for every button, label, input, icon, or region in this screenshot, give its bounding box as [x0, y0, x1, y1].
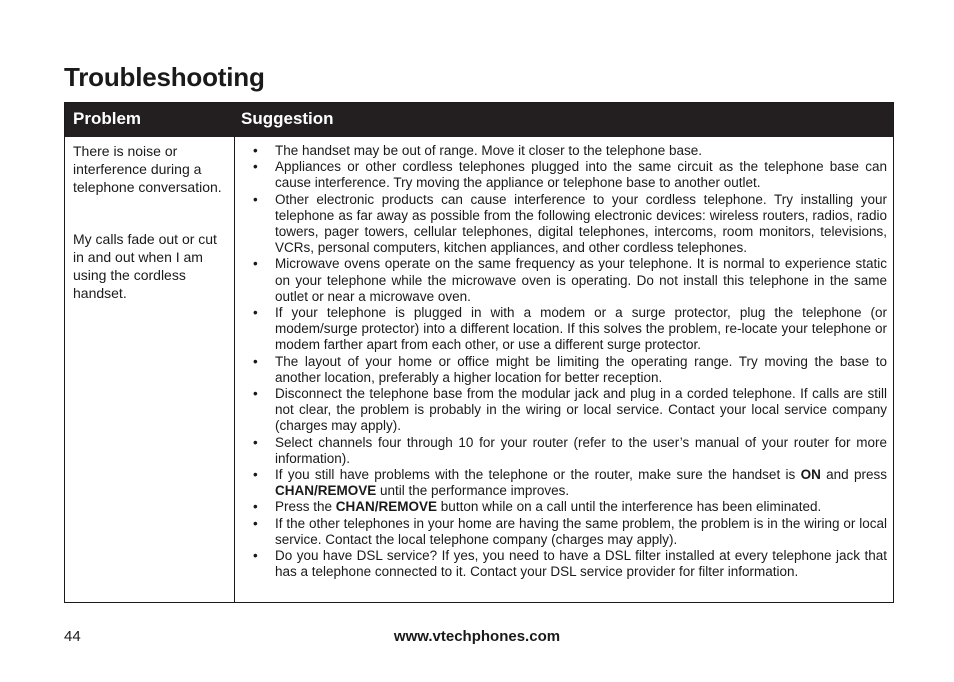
- suggestion-item: [253, 386, 887, 435]
- suggestion-text: Select channels four through 10 for your router (refer to the user’s manual of your router for more information).: [275, 434, 887, 466]
- suggestion-item: [253, 192, 887, 257]
- suggestion-text: If you still have problems with the telephone or the router, make sure the handset is: [275, 467, 801, 483]
- suggestion-text: The handset may be out of range. Move it closer to the telephone base.: [275, 143, 703, 158]
- suggestion-item: [253, 499, 887, 515]
- suggestion-item: [253, 143, 887, 159]
- suggestion-text: The layout of your home or office might be limiting the operating range. Try moving the base to another location, preferably a higher location for better reception.: [275, 353, 887, 385]
- problem-item: There is noise or interference during a telephone conversation.: [73, 143, 222, 195]
- table-header: [65, 103, 893, 137]
- suggestion-bold-text: CHAN/REMOVE: [275, 483, 377, 499]
- page-title: Troubleshooting: [64, 62, 265, 92]
- footer-url: www.vtechphones.com: [393, 628, 561, 645]
- suggestion-list: [253, 143, 887, 580]
- suggestion-text: Appliances or other cordless telephones plugged into the same circuit as the telephone base can cause interference. Try moving the appliance or telephone base to another outlet.: [275, 159, 887, 191]
- page-number: 44: [64, 628, 81, 645]
- suggestion-text: Do you have DSL service? If yes, you need to have a DSL filter installed at every telephone jack that has a telephone connected to it. Contact your DSL service provider for filter information.: [275, 548, 887, 580]
- header-suggestion: Suggestion: [241, 109, 334, 128]
- header-problem: Problem: [73, 109, 142, 128]
- suggestion-text: Microwave ovens operate on the same frequency as your telephone. It is normal to experience static on your telephone while the microwave oven is operating. Do not install this telephone in the same outlet or near a microwave oven.: [275, 256, 887, 304]
- suggestion-item: [253, 548, 887, 580]
- suggestion-bold-text: CHAN/REMOVE: [335, 499, 438, 515]
- suggestion-text: If the other telephones in your home are having the same problem, the problem is in the wiring or local service. Contact the local telephone company (charges may apply).: [275, 515, 887, 547]
- suggestion-item: [253, 256, 887, 305]
- suggestion-item: [253, 305, 887, 354]
- suggestion-text: If your telephone is plugged in with a modem or a surge protector, plug the telephone (or modem/surge protector) into a different location. If this solves the problem, re-locate your telephone or modem farther apart from each other, or use a different surge protector.: [275, 305, 887, 353]
- suggestion-text: button while on a call until the interference has been eliminated.: [437, 499, 822, 515]
- suggestion-text: Disconnect the telephone base from the modular jack and plug in a corded telephone. If calls are still not clear, the problem is probably in the wiring or local service. Contact your local service company (charges may apply).: [275, 386, 887, 434]
- problem-column: [73, 142, 228, 336]
- problem-item: My calls fade out or cut in and out when I am using the cordless handset.: [73, 231, 217, 301]
- suggestion-item: [253, 354, 887, 386]
- suggestion-bold-text: ON: [800, 467, 821, 483]
- column-divider: [234, 137, 235, 602]
- troubleshooting-table: [64, 102, 894, 603]
- suggestion-text: Press the: [275, 499, 336, 515]
- suggestion-item: [253, 516, 887, 548]
- suggestion-text: until the performance improves.: [376, 483, 570, 499]
- suggestion-text: Other electronic products can cause interference to your cordless telephone. Try installing your telephone as far away as possible from the following electronic devices: wireless routers, radios, radio towers, pager towers, cellular telephones, digital telephones, intercoms, room monitors, televisions, VCRs, personal computers, kitchen appliances, and other cordless telephones.: [275, 191, 887, 256]
- suggestion-item: [253, 467, 887, 499]
- suggestion-item: [253, 435, 887, 467]
- suggestion-item: [253, 159, 887, 191]
- suggestion-text: and press: [820, 467, 887, 483]
